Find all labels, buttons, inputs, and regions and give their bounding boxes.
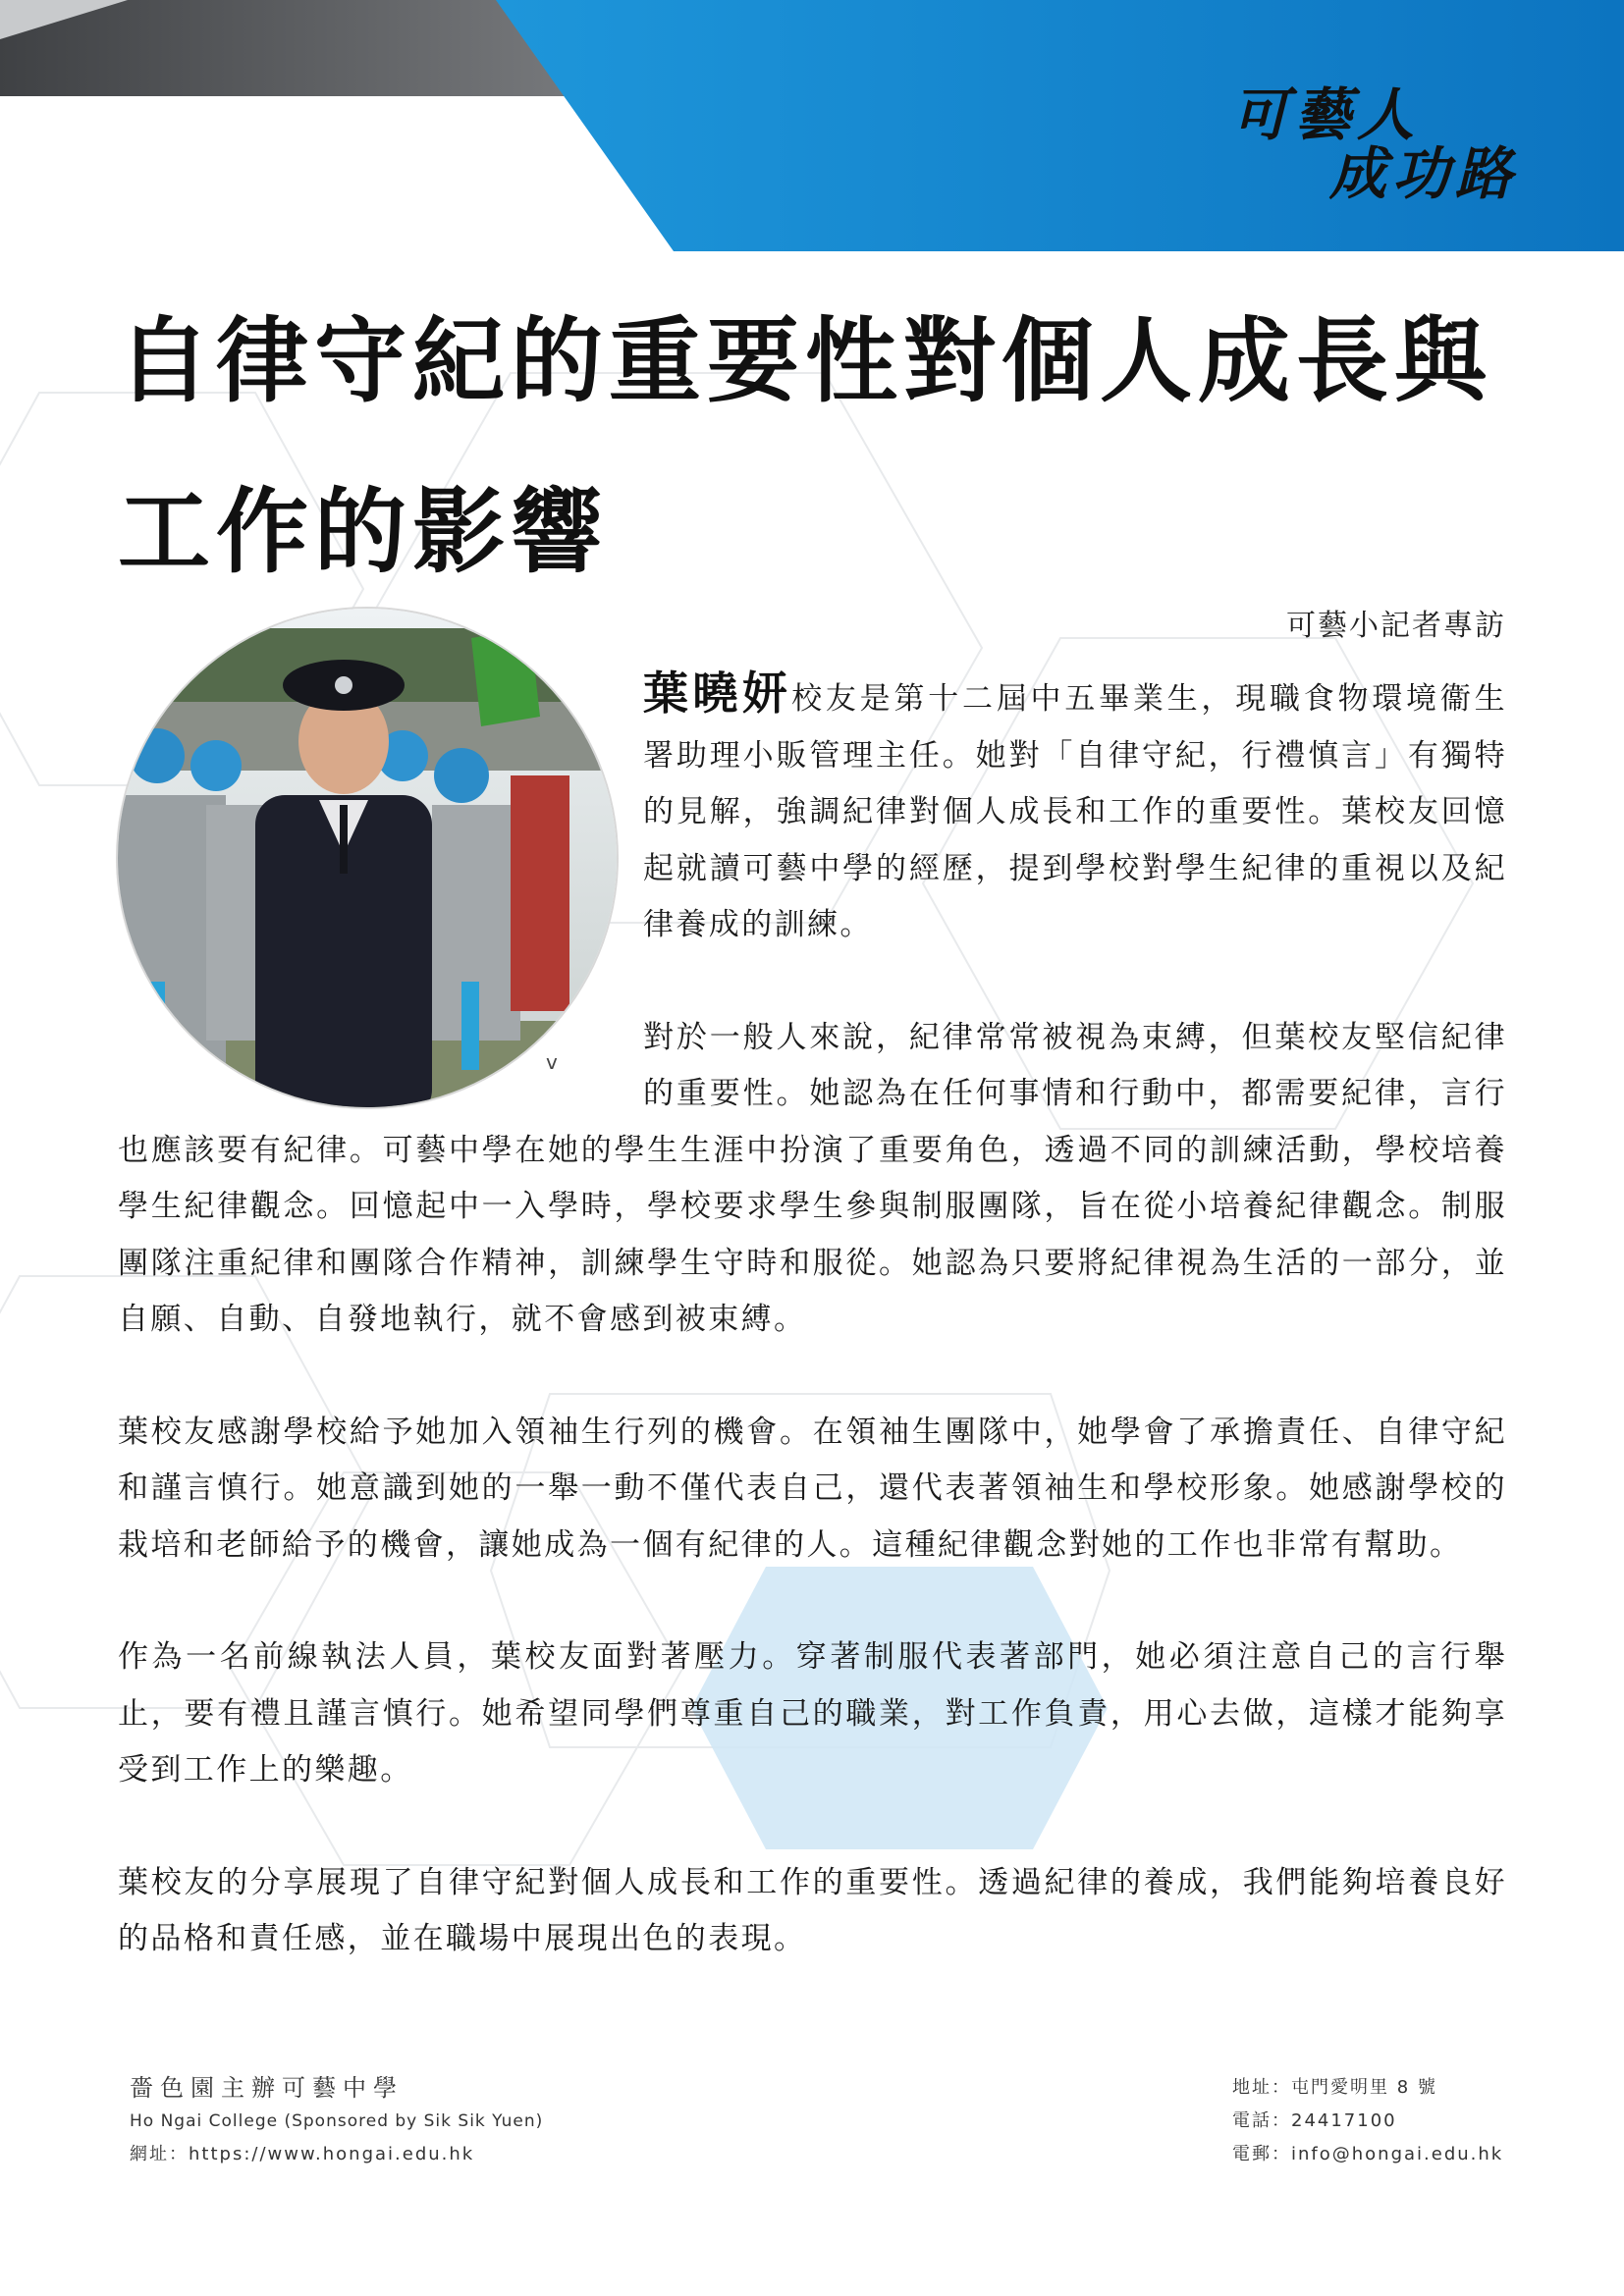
- school-name-zh: 嗇色園主辦可藝中學: [130, 2074, 404, 2102]
- alumna-name: 葉曉妍: [643, 667, 792, 720]
- title-line-1: 自律守紀的重要性對個人成長與: [118, 308, 1493, 415]
- logo-line-2: 成功路: [1329, 140, 1519, 207]
- school-name-en: Ho Ngai College (Sponsored by Sik Sik Yuen): [130, 2111, 544, 2131]
- footer-school-info: [130, 2071, 543, 2171]
- paragraph-2: 對於一般人來說，紀律常常被視為束縛，但葉校友堅信紀律的重要性。她認為在任何事情和行動中，都需要紀律，言行也應該要有紀律。可藝中學在她的學生生涯中扮演了重要角色，透過不同的訓練活動，學校培養學生紀律觀念。回憶起中一入學時，學校要求學生參與制服團隊，旨在從小培養紀律觀念。制服團隊注重紀律和團隊合作精神，訓練學生守時和服從。她認為只要將紀律視為生活的一部分，並自願、自動、自發地執行，就不會感到被束縛。: [118, 1019, 1507, 1337]
- paragraph-3: 葉校友感謝學校給予她加入領袖生行列的機會。在領袖生團隊中，她學會了承擔責任、自律守紀和謹言慎行。她意識到她的一舉一動不僅代表自己，還代表著領袖生和學校形象。她感謝學校的栽培和老師給予的機會，讓她成為一個有紀律的人。這種紀律觀念對她的工作也非常有幫助。: [118, 1414, 1507, 1563]
- logo-line-1: 可藝人: [1231, 81, 1421, 148]
- paragraph-5: 葉校友的分享展現了自律守紀對個人成長和工作的重要性。透過紀律的養成，我們能夠培養良好的品格和責任感，並在職場中展現出色的表現。: [118, 1864, 1507, 1956]
- article-title: [118, 277, 1532, 618]
- brand-logo: [1231, 69, 1526, 207]
- footer-contact-info: [1232, 2071, 1503, 2171]
- photo-mark: v: [546, 1050, 558, 1074]
- paragraph-1-text: 校友是第十二屆中五畢業生，現職食物環境衞生署助理小販管理主任。她對「自律守紀，行禮慎言」有獨特的見解，強調紀律對個人成長和工作的重要性。葉校友回憶起就讀可藝中學的經歷，提到學校對學生紀律的重視以及紀律養成的訓練。: [643, 681, 1507, 942]
- footer: [0, 2061, 1624, 2179]
- school-website[interactable]: 網址：https://www.hongai.edu.hk: [130, 2144, 475, 2164]
- school-email[interactable]: 電郵：info@hongai.edu.hk: [1232, 2144, 1504, 2164]
- school-phone: 電話：24417100: [1232, 2110, 1397, 2131]
- article-body: [118, 666, 1507, 2024]
- byline: 可藝小記者專訪: [1286, 609, 1506, 643]
- photo-wrap-spacer: [118, 666, 643, 1119]
- school-address: 地址：屯門愛明里 8 號: [1232, 2077, 1437, 2098]
- title-line-2: 工作的影響: [118, 479, 610, 586]
- paragraph-4: 作為一名前線執法人員，葉校友面對著壓力。穿著制服代表著部門，她必須注意自己的言行舉止，要有禮且謹言慎行。她希望同學們尊重自己的職業，對工作負責，用心去做，這樣才能夠享受到工作上的樂趣。: [118, 1639, 1507, 1788]
- header-gray-stripe: [0, 0, 579, 96]
